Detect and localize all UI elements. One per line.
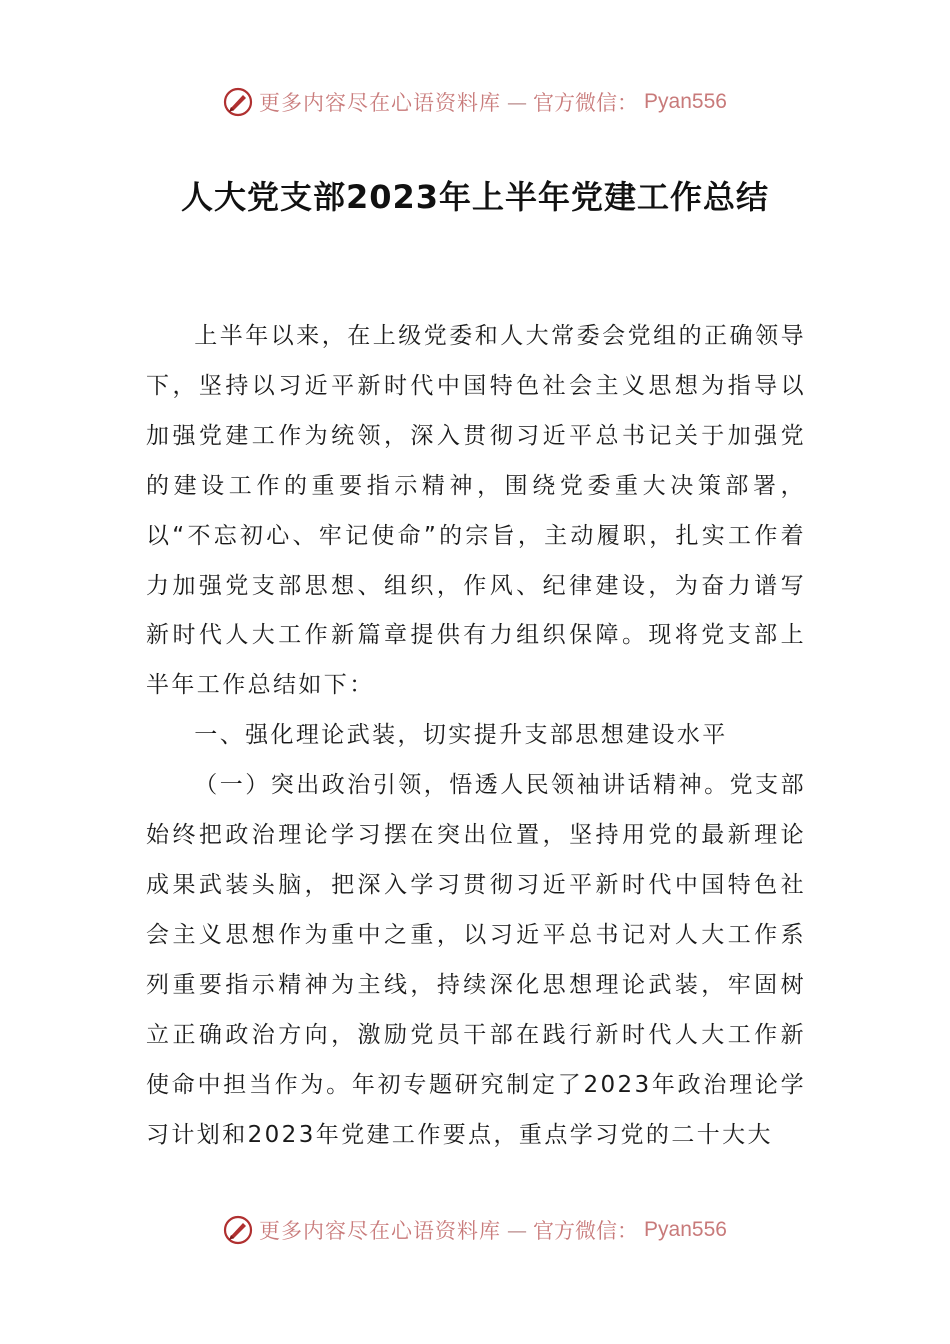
document-title: 人大党支部2023年上半年党建工作总结 <box>180 178 770 216</box>
watermark-wechat-id: Pyan556 <box>644 1218 727 1241</box>
pen-logo-icon <box>223 1215 253 1245</box>
subsection-paragraph: （一）突出政治引领，悟透人民领袖讲话精神。党支部始终把政治理论学习摆在突出位置，坚持用党的最新理论成果武装头脑，把深入学习贯彻习近平新时代中国特色社会主义思想作为重中之重，以习近平总书记对人大工作系列重要指示精神为主线，持续深化思想理论武装，牢固树立正确政治方向，激励党员干部在践行新时代人大工作新使命中担当作为。年初专题研究制定了2023年政治理论学习计划和2023年党建工作要点，重点学习党的二十大大 <box>146 772 806 1148</box>
watermark-banner-top <box>0 82 950 122</box>
section-heading: 一、强化理论武装，切实提升支部思想建设水平 <box>194 722 728 749</box>
document-body <box>146 312 806 1160</box>
watermark-text: 更多内容尽在心语资料库 <box>259 1219 502 1243</box>
intro-paragraph: 上半年以来，在上级党委和人大常委会党组的正确领导下，坚持以习近平新时代中国特色社会主义思想为指导以加强党建工作为统领，深入贯彻习近平总书记关于加强党的建设工作的重要指示精神，围绕党委重大决策部署，以“不忘初心、牢记使命”的宗旨，主动履职，扎实工作着力加强党支部思想、组织，作风、纪律建设，为奋力谱写新时代人大工作新篇章提供有力组织保障。现将党支部上半年工作总结如下： <box>146 323 806 699</box>
watermark-wechat-label: 官方微信： <box>533 91 639 115</box>
watermark-wechat-label: 官方微信： <box>533 1219 639 1243</box>
watermark-banner-bottom <box>0 1210 950 1250</box>
watermark-separator: — <box>507 90 528 114</box>
watermark-text: 更多内容尽在心语资料库 <box>259 91 502 115</box>
pen-logo-icon <box>223 87 253 117</box>
watermark-separator: — <box>507 1218 528 1242</box>
watermark-wechat-id: Pyan556 <box>644 90 727 113</box>
